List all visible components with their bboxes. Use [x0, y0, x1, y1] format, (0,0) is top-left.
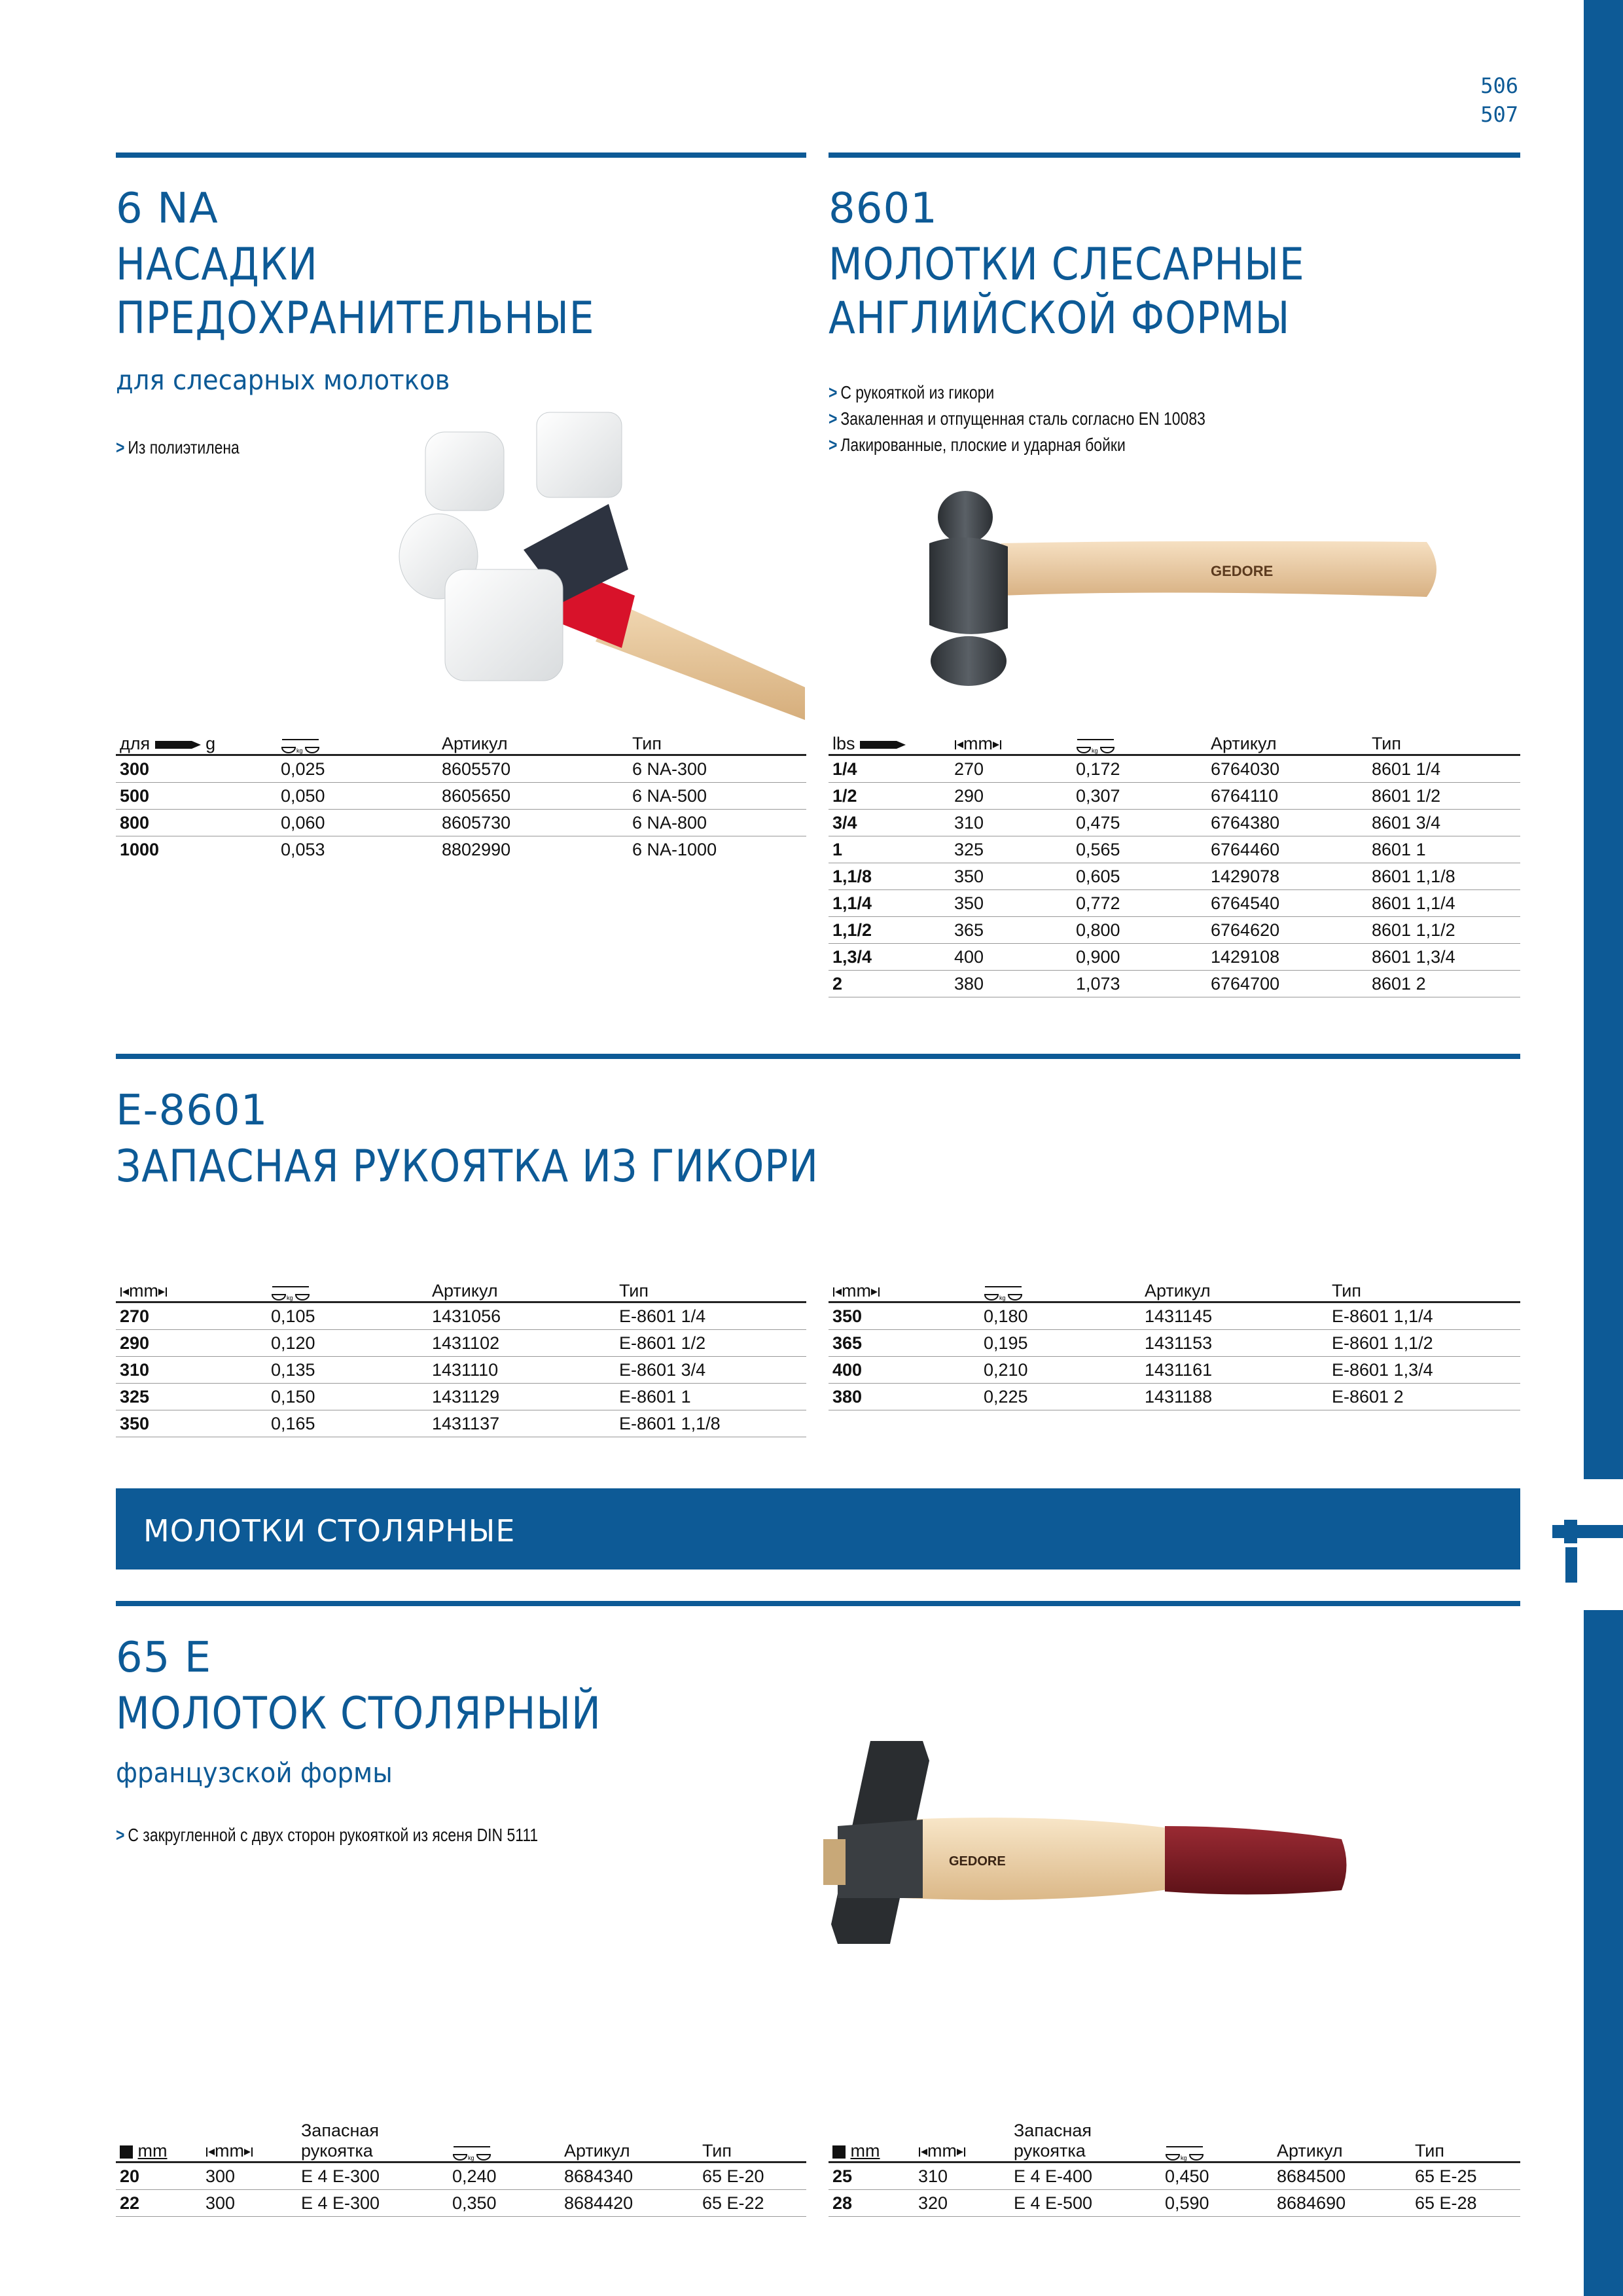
- feature-bullet: > Лакированные, плоские и ударная бойки: [829, 435, 1126, 455]
- table-cell: 1431056: [428, 1302, 615, 1330]
- table-cell: 8601 1/4: [1368, 755, 1520, 783]
- col-header-head-size: mm: [829, 2121, 914, 2162]
- table-cell: 8601 1,1/2: [1368, 917, 1520, 944]
- table-cell: 1,1/2: [829, 917, 950, 944]
- table-row: [116, 1302, 806, 1330]
- table-cell: 6764380: [1207, 810, 1368, 836]
- feature-bullet: > Из полиэтилена: [116, 437, 240, 457]
- hammer-head-size-icon: [120, 2145, 133, 2159]
- length-mm-icon: [120, 1287, 129, 1297]
- table-row: [116, 1410, 806, 1437]
- table-cell: 0,165: [267, 1410, 428, 1437]
- spec-table-65e-left: [116, 2121, 806, 2217]
- table-cell: 8684500: [1273, 2162, 1411, 2190]
- section-rule: [829, 152, 1520, 158]
- table-cell: 25: [829, 2162, 914, 2190]
- col-header-type: Тип: [615, 1279, 806, 1302]
- page-number-left: 506: [1480, 73, 1518, 98]
- svg-text:kg: kg: [1092, 747, 1098, 754]
- col-header-length: mm: [116, 1279, 267, 1302]
- col-header-length: mm: [950, 732, 1072, 755]
- table-cell: E 4 E-500: [1010, 2190, 1161, 2217]
- table-cell: 2: [829, 971, 950, 997]
- table-cell: 0,772: [1072, 890, 1207, 917]
- table-row: [116, 755, 806, 783]
- table-cell: 1431129: [428, 1384, 615, 1410]
- length-mm-icon-end: [158, 1287, 168, 1297]
- table-cell: 65 E-22: [698, 2190, 806, 2217]
- table-cell: 0,105: [267, 1302, 428, 1330]
- table-cell: 1/2: [829, 783, 950, 810]
- col-header-weight: [1161, 2121, 1273, 2162]
- chevron-right-icon: >: [829, 408, 838, 429]
- table-cell: 0,565: [1072, 836, 1207, 863]
- cell-type: 6 NA-300: [628, 755, 806, 783]
- product-subtitle: французской формы: [116, 1757, 393, 1789]
- table-cell: 310: [950, 810, 1072, 836]
- table-row: [829, 2162, 1520, 2190]
- table-cell: 1431137: [428, 1410, 615, 1437]
- cell-type: 6 NA-500: [628, 783, 806, 810]
- table-cell: 0,350: [448, 2190, 560, 2217]
- table-cell: 8601 1,1/4: [1368, 890, 1520, 917]
- table-cell: 8601 2: [1368, 971, 1520, 997]
- table-row: [829, 1330, 1520, 1357]
- table-cell: 300: [202, 2190, 297, 2217]
- table-cell: 350: [116, 1410, 267, 1437]
- table-cell: 300: [202, 2162, 297, 2190]
- col-header-for: для g: [116, 732, 277, 755]
- table-cell: 0,900: [1072, 944, 1207, 971]
- scale-kg-icon: [271, 1283, 310, 1301]
- table-row: [829, 810, 1520, 836]
- cell-article: 8802990: [442, 839, 511, 859]
- col-header-article: Артикул: [560, 2121, 698, 2162]
- table-cell: 65 E-20: [698, 2162, 806, 2190]
- table-row: [829, 971, 1520, 997]
- table-cell: 1429078: [1207, 863, 1368, 890]
- col-header-head-size: mm: [116, 2121, 202, 2162]
- col-header-length: mm: [914, 2121, 1010, 2162]
- table-cell: 270: [950, 755, 1072, 783]
- product-title-line1: МОЛОТКИ СЛЕСАРНЫЕ: [829, 239, 1305, 291]
- table-cell: E-8601 3/4: [615, 1357, 806, 1384]
- cell-for: 500: [116, 783, 277, 810]
- length-mm-icon-end: [244, 2147, 253, 2157]
- hammer-tab-icon: [1550, 1512, 1623, 1584]
- table-cell: 8601 1,1/8: [1368, 863, 1520, 890]
- table-cell: E 4 E-300: [297, 2190, 448, 2217]
- table-cell: 0,225: [980, 1384, 1141, 1410]
- table-row: [829, 863, 1520, 890]
- table-cell: 350: [829, 1302, 980, 1330]
- col-header-type: Тип: [1328, 1279, 1520, 1302]
- section-rule: [116, 1054, 1520, 1059]
- table-row: [829, 917, 1520, 944]
- table-cell: 1: [829, 836, 950, 863]
- table-cell: 0,475: [1072, 810, 1207, 836]
- table-cell: 1431153: [1141, 1330, 1328, 1357]
- table-cell: 22: [116, 2190, 202, 2217]
- col-header-length: mm: [202, 2121, 297, 2162]
- spec-table-8601: [829, 732, 1520, 997]
- table-cell: 20: [116, 2162, 202, 2190]
- table-cell: 365: [829, 1330, 980, 1357]
- product-title-line1: МОЛОТОК СТОЛЯРНЫЙ: [116, 1688, 601, 1740]
- table-cell: 0,180: [980, 1302, 1141, 1330]
- table-cell: 65 E-25: [1411, 2162, 1520, 2190]
- table-row: [829, 836, 1520, 863]
- col-header-type: Тип: [698, 2121, 806, 2162]
- table-cell: 0,605: [1072, 863, 1207, 890]
- table-cell: 8601 1: [1368, 836, 1520, 863]
- length-mm-icon-end: [993, 740, 1002, 749]
- table-cell: 1431188: [1141, 1384, 1328, 1410]
- feature-bullet: > С рукояткой из гикори: [829, 382, 995, 403]
- table-row: [116, 810, 806, 836]
- table-cell: 28: [829, 2190, 914, 2217]
- product-code: 65 E: [116, 1634, 212, 1682]
- table-cell: 0,800: [1072, 917, 1207, 944]
- table-cell: 8684690: [1273, 2190, 1411, 2217]
- chevron-right-icon: >: [829, 382, 838, 403]
- col-header-weight: [1072, 732, 1207, 755]
- table-cell: 1429108: [1207, 944, 1368, 971]
- table-cell: 320: [914, 2190, 1010, 2217]
- table-cell: E-8601 1/2: [615, 1330, 806, 1357]
- section-rule: [116, 152, 806, 158]
- table-row: [829, 783, 1520, 810]
- table-cell: 1431110: [428, 1357, 615, 1384]
- hammer-head-size-icon: [832, 2145, 846, 2159]
- svg-text:kg: kg: [1181, 2154, 1187, 2161]
- table-cell: 1/4: [829, 755, 950, 783]
- product-code: E-8601: [116, 1086, 268, 1135]
- table-cell: 8684420: [560, 2190, 698, 2217]
- table-cell: E-8601 2: [1328, 1384, 1520, 1410]
- cell-for: 1000: [120, 839, 160, 859]
- table-cell: 1,3/4: [829, 944, 950, 971]
- table-cell: 6764540: [1207, 890, 1368, 917]
- section-rule: [116, 1601, 1520, 1606]
- table-cell: 325: [950, 836, 1072, 863]
- table-cell: 1,1/4: [829, 890, 950, 917]
- length-mm-icon-end: [871, 1287, 880, 1297]
- table-cell: E-8601 1,3/4: [1328, 1357, 1520, 1384]
- table-cell: 8684340: [560, 2162, 698, 2190]
- col-header-article: Артикул: [438, 732, 628, 755]
- col-header-weight: [277, 732, 438, 755]
- table-cell: 1431161: [1141, 1357, 1328, 1384]
- table-cell: 6764460: [1207, 836, 1368, 863]
- category-banner-label: МОЛОТКИ СТОЛЯРНЫЕ: [143, 1513, 516, 1549]
- table-cell: 6764620: [1207, 917, 1368, 944]
- col-header-type: Тип: [1368, 732, 1520, 755]
- cell-weight: 0,050: [277, 783, 438, 810]
- spec-table-65e-right: [829, 2121, 1520, 2217]
- table-cell: 0,150: [267, 1384, 428, 1410]
- col-header-length: mm: [829, 1279, 980, 1302]
- cell-weight: 0,060: [277, 810, 438, 836]
- table-cell: 8601 1,3/4: [1368, 944, 1520, 971]
- table-cell: 1,073: [1072, 971, 1207, 997]
- scale-kg-icon: [984, 1283, 1023, 1301]
- table-cell: 3/4: [829, 810, 950, 836]
- length-mm-icon: [918, 2147, 927, 2157]
- table-cell: 0,195: [980, 1330, 1141, 1357]
- scale-kg-icon: [281, 736, 320, 754]
- svg-text:kg: kg: [999, 1294, 1006, 1301]
- table-cell: 6764030: [1207, 755, 1368, 783]
- col-header-weight: [448, 2121, 560, 2162]
- col-header-article: Артикул: [1273, 2121, 1411, 2162]
- table-row: [116, 2190, 806, 2217]
- hammer-lbs-icon: [860, 738, 906, 751]
- table-row: [116, 1330, 806, 1357]
- table-cell: 6764700: [1207, 971, 1368, 997]
- table-cell: 325: [116, 1384, 267, 1410]
- table-cell: 365: [950, 917, 1072, 944]
- table-cell: 6764110: [1207, 783, 1368, 810]
- table-cell: E-8601 1,1/8: [615, 1410, 806, 1437]
- handle-brand-text: GEDORE: [949, 1854, 1006, 1869]
- table-cell: E-8601 1/4: [615, 1302, 806, 1330]
- carpenter-hammer-photo: [798, 1734, 1368, 1957]
- product-title-line1: ЗАПАСНАЯ РУКОЯТКА ИЗ ГИКОРИ: [116, 1141, 819, 1193]
- scale-kg-icon: [1165, 2143, 1204, 2161]
- table-cell: 380: [950, 971, 1072, 997]
- protective-caps-photo: [373, 406, 805, 720]
- table-cell: 8601 3/4: [1368, 810, 1520, 836]
- table-cell: E-8601 1,1/4: [1328, 1302, 1520, 1330]
- table-cell: E 4 E-300: [297, 2162, 448, 2190]
- chevron-right-icon: >: [829, 435, 838, 455]
- table-cell: 8601 1/2: [1368, 783, 1520, 810]
- product-code: 8601: [829, 185, 938, 233]
- cell-weight: 0,025: [277, 755, 438, 783]
- cell-type: 6 NA-1000: [632, 839, 717, 859]
- feature-bullet: > Закаленная и отпущенная сталь согласно EN 10083: [829, 408, 1205, 429]
- col-header-weight: [267, 1279, 428, 1302]
- hammer-weight-icon: [155, 738, 201, 751]
- table-cell: 350: [950, 863, 1072, 890]
- length-mm-icon: [832, 1287, 842, 1297]
- table-cell: E 4 E-400: [1010, 2162, 1161, 2190]
- col-header-article: Артикул: [428, 1279, 615, 1302]
- product-title-line2: ПРЕДОХРАНИТЕЛЬНЫЕ: [116, 293, 595, 344]
- table-cell: 0,450: [1161, 2162, 1273, 2190]
- table-cell: 1,1/8: [829, 863, 950, 890]
- product-code: 6 NA: [116, 185, 219, 233]
- product-title-line1: НАСАДКИ: [116, 239, 318, 291]
- col-header-type: Тип: [628, 732, 806, 755]
- col-header-weight: [980, 1279, 1141, 1302]
- length-mm-icon: [954, 740, 963, 749]
- cell-for: 800: [116, 810, 277, 836]
- table-cell: 310: [914, 2162, 1010, 2190]
- cell-article: 8605650: [438, 783, 628, 810]
- table-row: [829, 1302, 1520, 1330]
- table-cell: 0,135: [267, 1357, 428, 1384]
- table-row: [829, 755, 1520, 783]
- table-cell: 0,590: [1161, 2190, 1273, 2217]
- handle-brand-text: GEDORE: [1211, 563, 1274, 579]
- table-cell: 0,120: [267, 1330, 428, 1357]
- cell-weight: 0,053: [281, 839, 325, 859]
- table-row: [829, 1357, 1520, 1384]
- length-mm-icon-end: [957, 2147, 966, 2157]
- table-row: [829, 890, 1520, 917]
- table-row: [829, 944, 1520, 971]
- length-mm-icon: [205, 2147, 215, 2157]
- table-cell: 290: [950, 783, 1072, 810]
- cell-article: 8605730: [438, 810, 628, 836]
- col-header-lbs: lbs: [829, 732, 950, 755]
- table-row: [829, 2190, 1520, 2217]
- table-row: [116, 836, 806, 863]
- table-cell: 0,172: [1072, 755, 1207, 783]
- svg-text:kg: kg: [468, 2154, 474, 2161]
- table-cell: 1431102: [428, 1330, 615, 1357]
- table-row: [116, 783, 806, 810]
- page-number-right: 507: [1480, 102, 1518, 127]
- table-cell: 400: [829, 1357, 980, 1384]
- spec-table-e8601-left: [116, 1279, 806, 1437]
- cell-article: 8605570: [438, 755, 628, 783]
- ball-pein-hammer-photo: [903, 484, 1446, 694]
- table-cell: 290: [116, 1330, 267, 1357]
- col-header-type: Тип: [1411, 2121, 1520, 2162]
- table-cell: 0,307: [1072, 783, 1207, 810]
- table-cell: E-8601 1: [615, 1384, 806, 1410]
- spec-table-6na: [116, 732, 806, 863]
- svg-text:kg: kg: [296, 747, 303, 754]
- table-cell: 310: [116, 1357, 267, 1384]
- table-row: [116, 1357, 806, 1384]
- table-cell: 1431145: [1141, 1302, 1328, 1330]
- side-color-stripe: [1584, 0, 1623, 2296]
- col-header-article: Артикул: [1141, 1279, 1328, 1302]
- scale-kg-icon: [1076, 736, 1115, 754]
- table-cell: 270: [116, 1302, 267, 1330]
- table-row: [116, 1384, 806, 1410]
- svg-text:kg: kg: [287, 1294, 293, 1301]
- product-subtitle: для слесарных молотков: [116, 364, 450, 396]
- category-banner: [116, 1488, 1520, 1570]
- col-header-article: Артикул: [1207, 732, 1368, 755]
- table-cell: 0,240: [448, 2162, 560, 2190]
- table-cell: 400: [950, 944, 1072, 971]
- table-cell: 350: [950, 890, 1072, 917]
- cell-for: 300: [116, 755, 277, 783]
- table-row: [829, 1384, 1520, 1410]
- table-row: [116, 2162, 806, 2190]
- table-cell: 380: [829, 1384, 980, 1410]
- spec-table-e8601-right: [829, 1279, 1520, 1410]
- col-header-spare-handle: Запасная рукоятка: [1010, 2121, 1161, 2162]
- chevron-right-icon: >: [116, 437, 125, 457]
- cell-type: 6 NA-800: [628, 810, 806, 836]
- product-title-line2: АНГЛИЙСКОЙ ФОРМЫ: [829, 293, 1291, 344]
- table-cell: 0,210: [980, 1357, 1141, 1384]
- table-cell: 65 E-28: [1411, 2190, 1520, 2217]
- table-cell: E-8601 1,1/2: [1328, 1330, 1520, 1357]
- scale-kg-icon: [452, 2143, 491, 2161]
- col-header-spare-handle: Запасная рукоятка: [297, 2121, 448, 2162]
- feature-bullet: > С закругленной с двух сторон рукояткой из ясеня DIN 5111: [116, 1825, 539, 1845]
- chevron-right-icon: >: [116, 1825, 125, 1845]
